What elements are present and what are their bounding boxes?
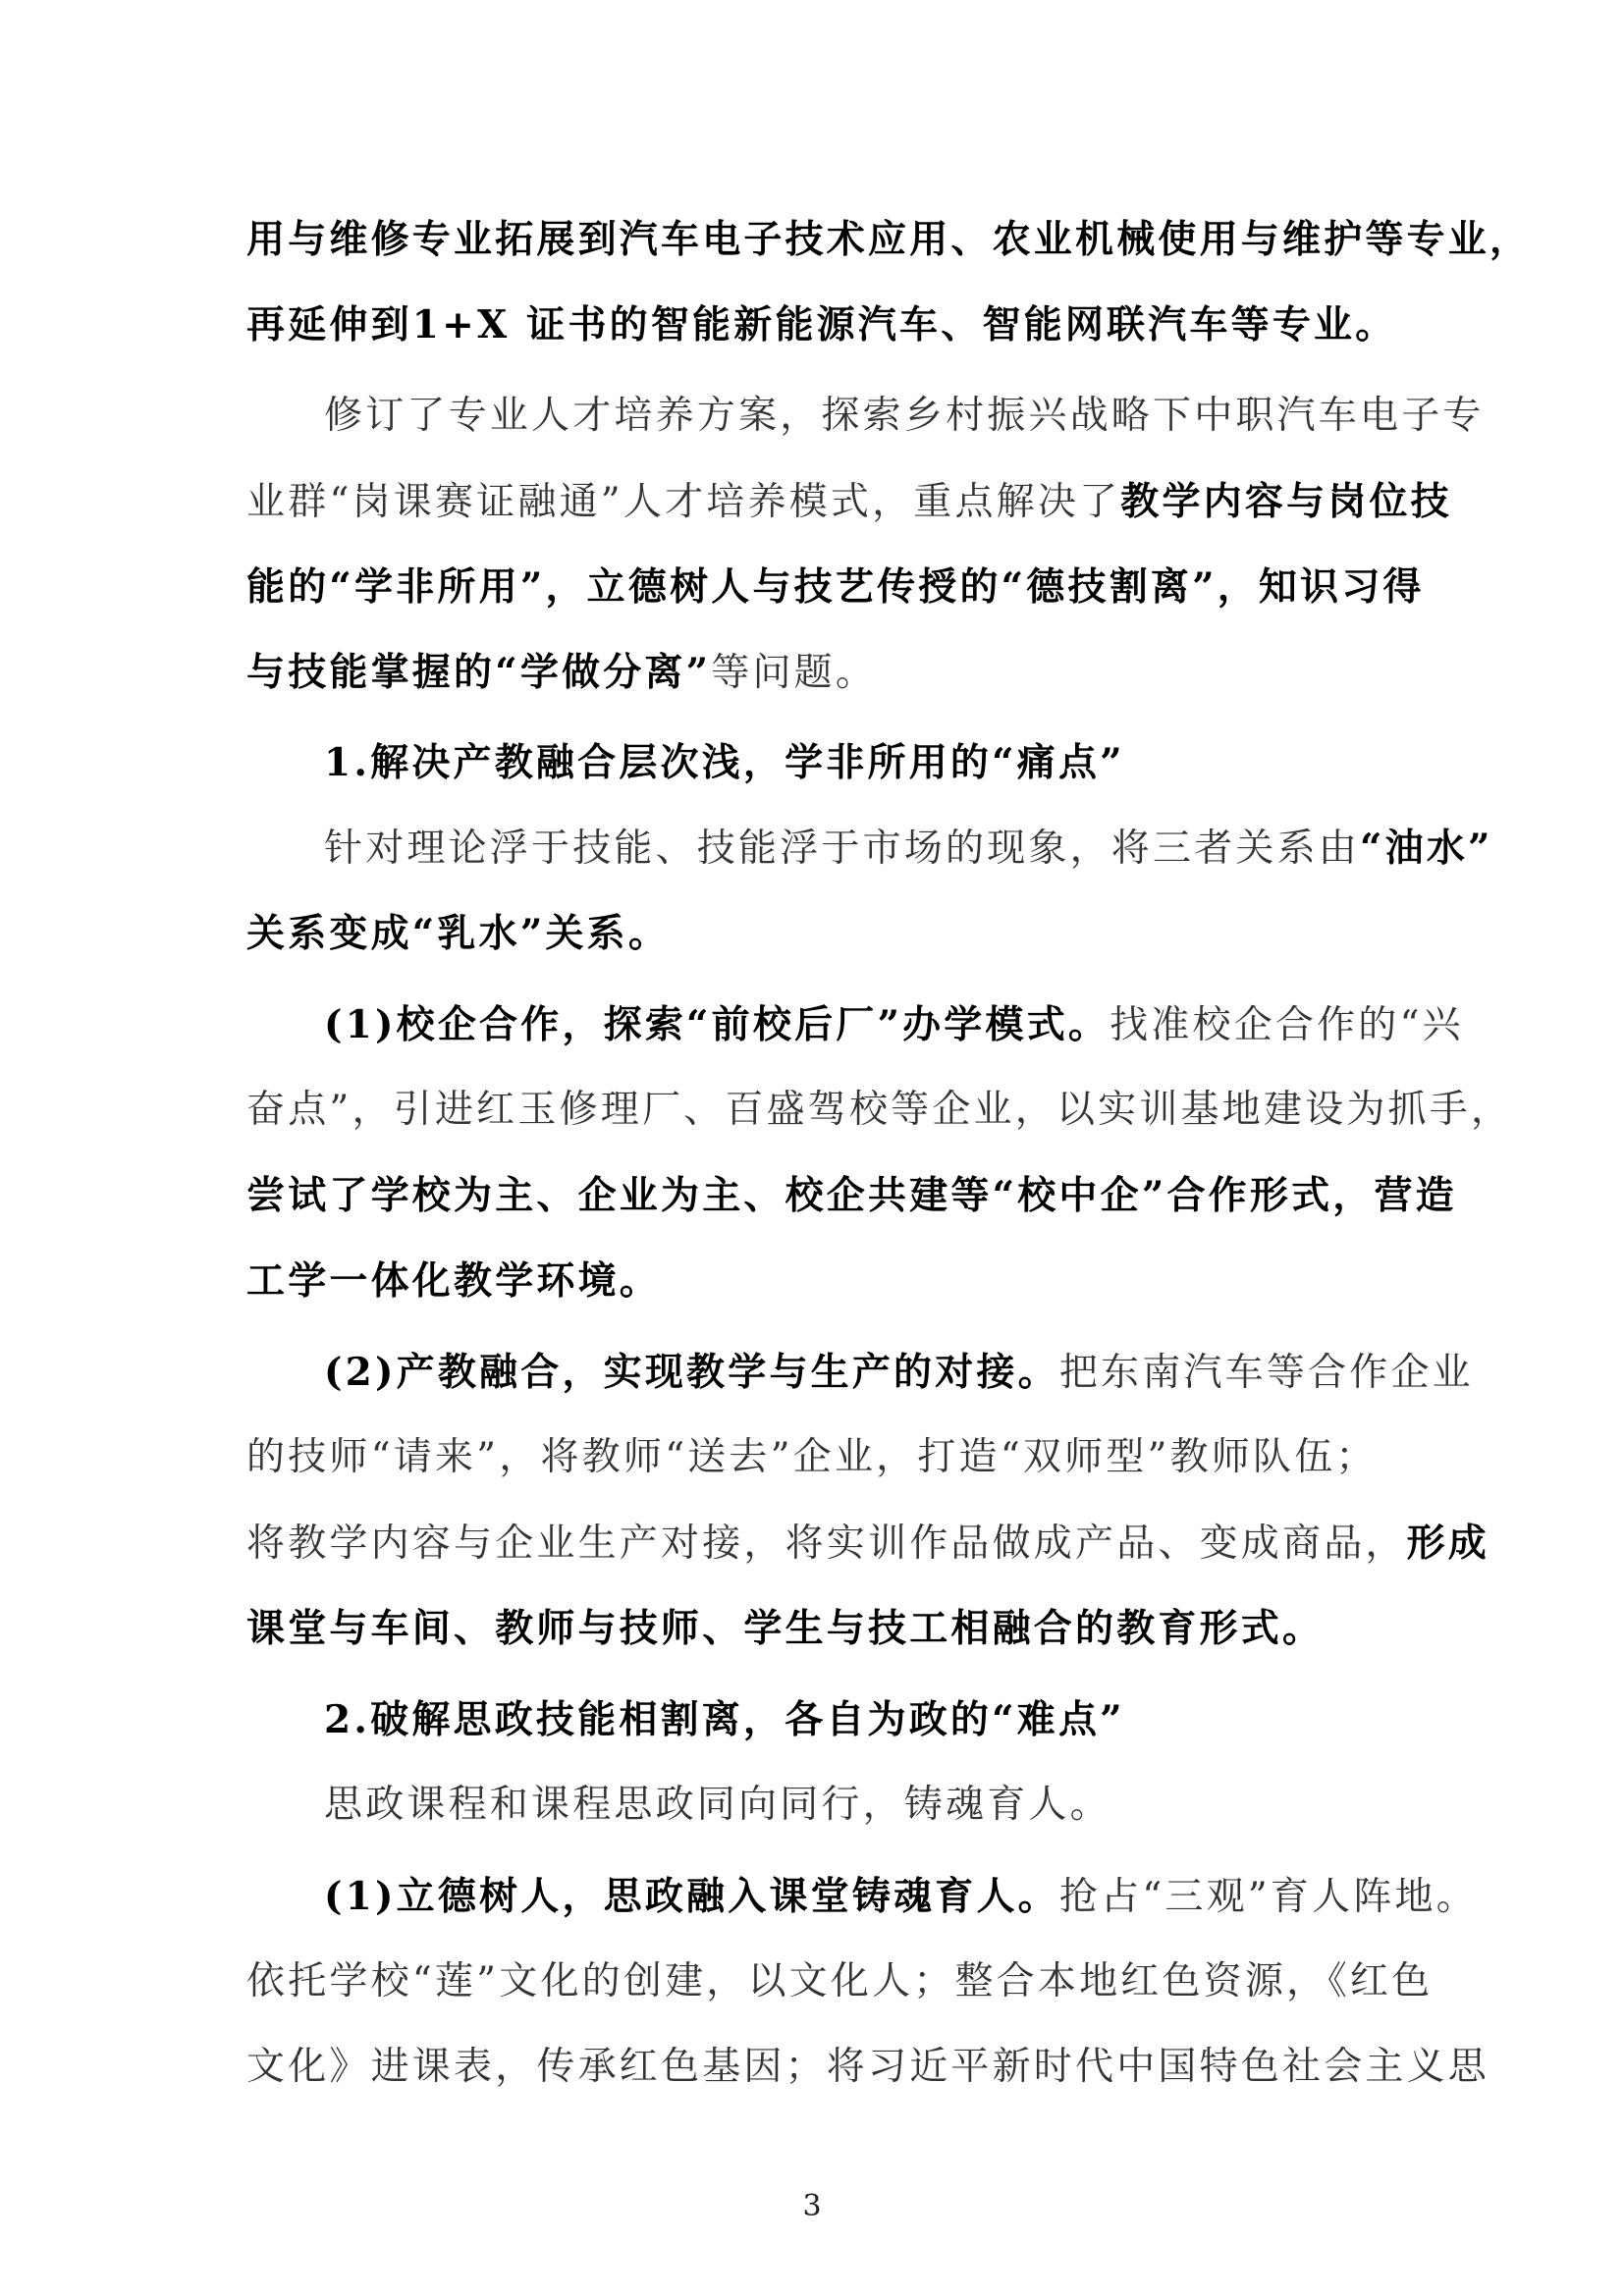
text-run: 修订了专业人才培养方案，探索乡村振兴战略下中职汽车电子专	[324, 394, 1485, 438]
bold-text-run: 用与维修专业拓展到汽车电子技术应用、农业机械使用与维护等专业，	[246, 217, 1532, 262]
bold-text-run: (1)校企合作，探索“前校后厂”办学模式。	[324, 1002, 1110, 1047]
text-line	[246, 2043, 1490, 2092]
bold-text-run: 能的“学非所用”，立德树人与技艺传授的“德技割离”，知识习得	[246, 564, 1425, 610]
text-line	[246, 562, 1425, 612]
bold-text-run: 工学一体化教学环境。	[246, 1258, 662, 1304]
text-line	[246, 477, 1452, 526]
text-line	[246, 1957, 1434, 2006]
text-line	[324, 1872, 1478, 1921]
text-run: 业群“岗课赛证融通”人才培养模式，重点解决了	[246, 480, 1121, 524]
text-line	[246, 648, 1385, 697]
text-line	[324, 1781, 1385, 1830]
text-run: 将教学内容与企业生产对接，将实训作品做成产品、变成商品，	[246, 1522, 1407, 1566]
text-line	[246, 1086, 1513, 1135]
text-line	[324, 738, 1385, 787]
text-line	[324, 392, 1485, 441]
bold-text-run: “油水”	[1360, 826, 1493, 871]
bold-text-run: 2.破解思政技能相割离，各自为政的“难点”	[324, 1697, 1125, 1742]
text-run: 等问题。	[711, 651, 878, 695]
text-line	[246, 909, 1385, 958]
bold-text-run: (2)产教融合，实现教学与生产的对接。	[324, 1350, 1059, 1395]
text-line	[324, 824, 1493, 873]
bold-text-run: 形成	[1406, 1521, 1490, 1566]
bold-text-run: 课堂与车间、教师与技师、学生与技工相融合的教育形式。	[246, 1606, 1325, 1651]
text-line	[246, 1256, 1385, 1306]
text-run: 的技师“请来”，将教师“送去”企业，打造“双师型”教师队伍；	[246, 1435, 1378, 1479]
text-line	[246, 1519, 1490, 1568]
text-line	[324, 1695, 1385, 1744]
text-run: 找准校企合作的“兴	[1110, 1003, 1464, 1047]
bold-text-run: 与技能掌握的“学做分离”	[246, 650, 712, 695]
text-run: 奋点”，引进红玉修理厂、百盛驾校等企业，以实训基地建设为抓手，	[246, 1088, 1513, 1132]
text-run: 针对理论浮于技能、技能浮于市场的现象，将三者关系由	[324, 827, 1361, 871]
page-number: 3	[802, 2189, 822, 2223]
text-line	[246, 1604, 1385, 1653]
text-line	[246, 1171, 1457, 1220]
bold-text-run: 尝试了学校为主、企业为主、校企共建等“校中企”合作形式，营造	[246, 1173, 1457, 1218]
text-line	[246, 1433, 1385, 1482]
text-line	[324, 1000, 1464, 1049]
text-line	[324, 1348, 1474, 1397]
bold-text-run: (1)立德树人，思政融入课堂铸魂育人。	[324, 1874, 1059, 1919]
text-run: 思政课程和课程思政同向同行，铸魂育人。	[324, 1783, 1111, 1827]
bold-text-run: 再延伸到1+X 证书的智能新能源汽车、智能网联汽车等专业。	[246, 302, 1397, 347]
bold-text-run: 关系变成“乳水”关系。	[246, 911, 671, 956]
text-run: 把东南汽车等合作企业	[1058, 1351, 1474, 1395]
bold-text-run: 1.解决产教融合层次浅，学非所用的“痛点”	[324, 740, 1125, 785]
text-run: 文化》进课表，传承红色基因；将习近平新时代中国特色社会主义思	[246, 2045, 1490, 2089]
bold-text-run: 教学内容与岗位技	[1120, 479, 1452, 524]
text-line	[246, 300, 1397, 349]
text-run: 依托学校“莲”文化的创建，以文化人；整合本地红色资源，《红色	[246, 1959, 1434, 2003]
text-run: 抢占“三观”育人阵地。	[1058, 1875, 1478, 1919]
text-line	[246, 215, 1532, 264]
